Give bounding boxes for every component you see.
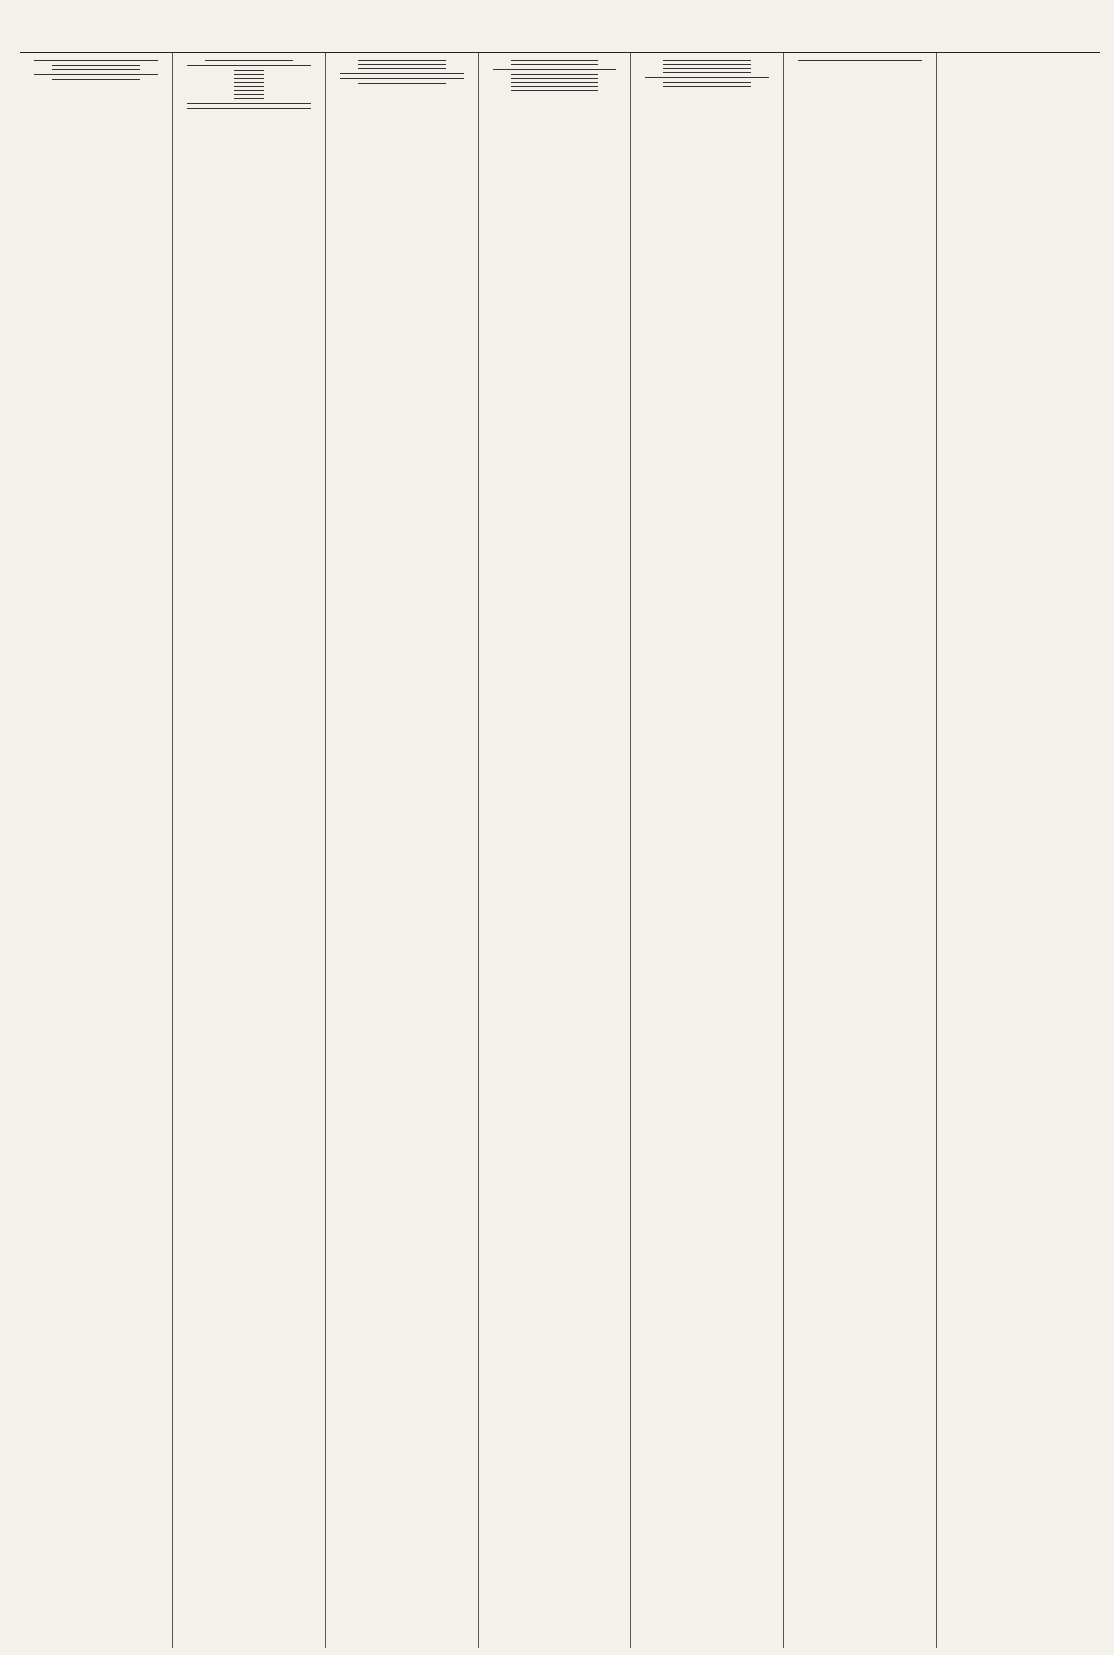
dash-rule (234, 98, 264, 99)
minor-rule (663, 82, 751, 83)
section-rule (187, 103, 311, 104)
minor-rule (663, 68, 751, 69)
column-5 (631, 53, 784, 1648)
minor-rule (663, 86, 751, 87)
dash-rule (234, 86, 264, 87)
column-1 (20, 53, 173, 1648)
section-rule (34, 60, 158, 61)
minor-rule (358, 83, 446, 84)
minor-rule (358, 60, 446, 61)
column-3 (326, 53, 479, 1648)
minor-rule (205, 60, 293, 61)
section-rule (187, 108, 311, 109)
minor-rule (511, 60, 599, 61)
section-rule (187, 65, 311, 66)
column-4 (479, 53, 632, 1648)
column-7 (937, 53, 1090, 1648)
minor-rule (52, 79, 140, 80)
minor-rule (663, 72, 751, 73)
minor-rule (511, 82, 599, 83)
minor-rule (511, 64, 599, 65)
minor-rule (511, 90, 599, 91)
minor-rule (511, 78, 599, 79)
minor-rule (52, 69, 140, 70)
minor-rule (52, 65, 140, 66)
dash-rule (234, 70, 264, 71)
section-rule (493, 69, 617, 70)
minor-rule (663, 60, 751, 61)
minor-rule (511, 74, 599, 75)
minor-rule (358, 68, 446, 69)
column-2 (173, 53, 326, 1648)
section-rule (645, 77, 769, 78)
dash-rule (234, 78, 264, 79)
dash-rule (234, 90, 264, 91)
columns (20, 53, 1100, 1648)
minor-rule (358, 64, 446, 65)
section-rule (340, 78, 464, 79)
masthead (20, 14, 1100, 53)
minor-rule (663, 64, 751, 65)
column-6 (784, 53, 937, 1648)
minor-rule (511, 86, 599, 87)
dash-rule (234, 74, 264, 75)
section-rule (340, 73, 464, 74)
dash-rule (234, 94, 264, 95)
section-rule (34, 74, 158, 75)
section-rule (798, 60, 922, 61)
dash-rule (234, 82, 264, 83)
